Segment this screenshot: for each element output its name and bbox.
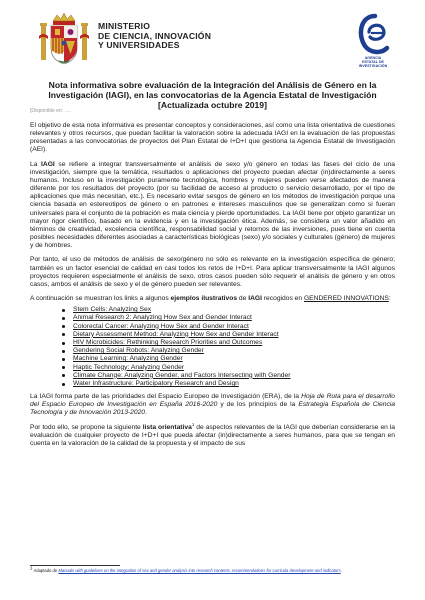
list-item (30, 323, 395, 331)
text: La IAGI forma parte de las prioridades del Espacio Europeo de Investigación (ERA), de la (30, 393, 302, 401)
footnote-source-link[interactable]: Manuals with guidelines on the integration of sex and gender analysis into research contents, recommendations for curricula development and indicators (58, 568, 341, 573)
ministry-name (98, 22, 211, 51)
example-link-haptic-technology[interactable]: Haptic Technology: Analyzing Gender (73, 363, 185, 371)
title-line-1: Nota informativa sobre evaluación de la Integración del Análisis de Género en la (48, 80, 377, 90)
document-title (30, 80, 395, 111)
bullet-icon (62, 383, 65, 386)
list-item (30, 314, 395, 322)
text: . (145, 409, 147, 417)
footnote-divider (30, 565, 120, 566)
text: de aspectos relevantes de la IAGI que deberían considerarse en la evaluación de cualquier proyecto de I+D+I que pueda afectar (in)directamente a seres humanos, para que se tengan en cuenta en la valoración de la calidad de la propuesta y el impacto de sus (30, 423, 396, 447)
example-link-machine-learning[interactable]: Machine Learning: Analyzing Gender (73, 355, 183, 363)
text: La (30, 160, 42, 168)
example-link-colorectal-cancer[interactable]: Colorectal Cancer: Analyzing How Sex and Gender Interact (73, 322, 249, 330)
examples-list (30, 306, 395, 388)
ministry-line-3: Y UNIVERSIDADES (98, 40, 180, 51)
aei-line-3: INVESTIGACIÓN (358, 64, 388, 69)
bullet-icon (62, 358, 65, 361)
text: recogidos en (261, 294, 304, 302)
title-date: [Actualizada octubre 2019] (158, 100, 267, 111)
paragraph-examples-intro (30, 295, 395, 303)
list-item (30, 347, 395, 355)
document-body (30, 122, 395, 454)
gendered-innovations-link[interactable]: GENDERED INNOVATIONS (303, 294, 389, 302)
bullet-icon (62, 342, 65, 345)
text: . (340, 568, 342, 573)
aei-line-2: ESTATAL DE (362, 60, 384, 65)
text: Por tanto, el uso de métodos de análisis de sexo/género no sólo es relevante en la investigación específica de género; también es un factor esencial de calidad en casi todos los retos de I+D+I. Para aplicar transversalmente la IAGI algunos proyectos requieren especialmente el análisis de sexo, otros casos pueden sólo requerir el análisis de género y en otros casos, ambos el análisis de sexo y el de género pueden ser (30, 256, 395, 288)
text: relevantes. (209, 280, 242, 288)
bullet-icon (62, 309, 65, 312)
paragraph-objective: El objetivo de esta nota informativa es presentar conceptos y consideraciones, así como una lista orientativa de cuestiones relevantes y otros recursos, que puedan facilitar la valoración sobre la adecuada IAGI en la evaluación de las propuestas presentadas a las convocatorias de proyectos del Plan Estatal de I+D+I que gestiona la Agencia Estatal de Investigación (AEI). (30, 122, 395, 154)
list-item (30, 331, 395, 339)
bullet-icon (62, 350, 65, 353)
bullet-icon (62, 317, 65, 320)
example-link-animal-research[interactable]: Animal Research 2: Analyzing How Sex and Gender Interact (73, 314, 252, 322)
text: A continuación se muestran los links a algunos (30, 294, 171, 302)
text: y de los principios de la (217, 401, 299, 409)
list-item (30, 339, 395, 347)
list-item (30, 372, 395, 380)
document-header (38, 12, 393, 74)
text: Por todo ello, se propone la siguiente (30, 423, 143, 431)
strategy-title: Estrategia Española de Ciencia Tecnología y de Innovación 2013-2020 (30, 401, 395, 417)
list-item (30, 355, 395, 363)
examples-bold: ejemplos ilustrativos (170, 294, 238, 302)
ministry-line-1: MINISTERIO (98, 21, 151, 31)
bullet-icon (62, 366, 65, 369)
ministry-line-2: DE CIENCIA, INNOVACIÓN (98, 30, 212, 41)
example-link-hiv-microbicides[interactable]: HIV Microbicides: Rethinking Research Priorities and Outcomes (73, 338, 263, 346)
paragraph-methods (30, 256, 395, 289)
list-item (30, 380, 395, 388)
bullet-icon (62, 325, 65, 328)
example-link-stem-cells[interactable]: Stem Cells: Analyzing Sex (73, 306, 152, 314)
title-line-2: Investigación (IAGI), en las convocatorias de la Agencia Estatal de Investigación (48, 90, 377, 101)
iagi-term: IAGI (41, 160, 55, 168)
bullet-icon (62, 374, 65, 377)
guidance-list-bold: lista orientativa (142, 423, 192, 431)
list-item (30, 364, 395, 372)
footnote-ref[interactable]: 1 (191, 421, 195, 427)
example-link-water-infrastructure[interactable]: Water Infrastructure: Participatory Research and Design (73, 379, 239, 387)
example-link-dietary-assessment[interactable]: Dietary Assessment Method: Analyzing How Sex and Gender Interact (73, 330, 279, 338)
paragraph-guidance-list (30, 421, 396, 448)
bullet-icon (62, 333, 65, 336)
example-link-climate-change[interactable]: Climate Change: Analyzing Gender, and Factors Intersecting with Gender (73, 371, 291, 379)
text: se refiere a integrar transversalmente el análisis de sexo y/o género en todas las fases del ciclo de una investigación, siempre que la temática, resultados o aplicaciones del proyecto puedan afectar (in)directamente a seres humanos. Incluso en la investigación puramente tecnológica, hombres y mujeres pueden verse afectados de manera diferente por los resultados del proyecto (por su facilidad de acceso al producto o servicio desarrollado, por el tipo de aplicaciones que más necesitan, etc.). Es necesario evitar sesgos de género en los métodos de investigación porque una ciencia basada en estereotipos de género o en patrones e intereses masculinos que se generalizan como si fueran universales para el conjunto de la población es mala ciencia y pierde oportunidades. La IAGI tiene por objeto garantizar un mayor rigor científico, basado en la evidencia y en la investigación ética. Además, se considera un valor añadido en términos de creatividad, excelencia científica, responsabilidad social y retornos de las inversiones, pues tiene en cuenta posibles necesidades diferentes asociadas a características biológicas (sexo) y/o sociales y culturales (género) de mujeres y de hombres. (30, 160, 395, 250)
roadmap-title: Hoja de Ruta para el desarrollo del Espacio Europeo de Investigación en España 2016-2020 (30, 393, 395, 409)
aei-line-1: AGENCIA (364, 56, 382, 60)
available-at-note: [Disponible en: …. (30, 108, 71, 114)
aei-logo (353, 12, 393, 74)
text: : (388, 294, 391, 302)
aei-emblem-icon (353, 12, 393, 56)
spanish-coat-of-arms-logo (38, 12, 90, 68)
paragraph-iagi-definition (30, 161, 395, 251)
iagi-term: IAGI (248, 294, 262, 302)
text: de (237, 294, 249, 302)
footnote-number: 1 (30, 565, 33, 571)
example-link-social-robots[interactable]: Gendering Social Robots: Analyzing Gender (73, 347, 204, 355)
text: Adaptado de (32, 568, 59, 573)
list-item (30, 306, 395, 314)
paragraph-era-priorities (30, 393, 395, 417)
footnote (30, 565, 395, 573)
